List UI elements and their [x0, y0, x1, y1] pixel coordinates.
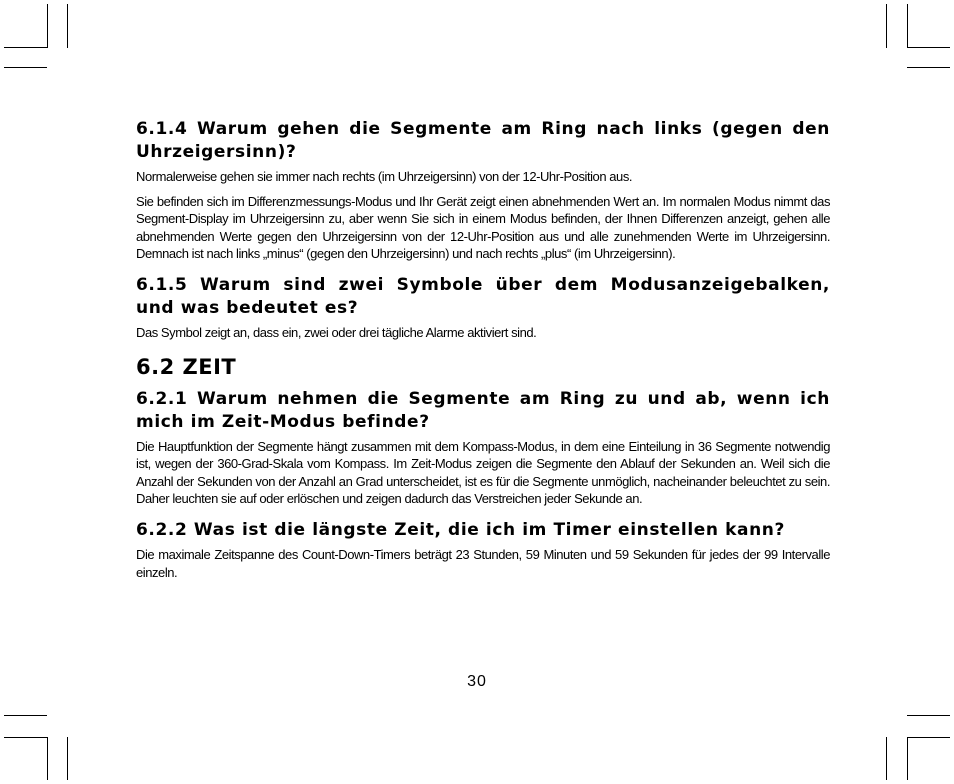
crop-mark [4, 47, 47, 48]
section-heading-6-1-5: 6.1.5 Warum sind zwei Symbole über dem Modusanzeigebalken, und was bedeutet es? [136, 274, 830, 318]
page-content [136, 118, 830, 588]
crop-mark [4, 67, 47, 68]
crop-mark [886, 4, 887, 48]
paragraph: Sie befinden sich im Differenzmessungs-Modus und Ihr Gerät zeigt einen abnehmenden Wert an. Im normalen Modus nimmt das Segment-Display im Uhrzeigersinn zu, aber wenn Sie sich in einem Modus befinden, der Ihnen Differenzen anzeigt, gehen alle abnehmenden Werte gegen den Uhrzeigersinn von der 12-Uhr-Position aus und alle zunehmenden Werte im Uhrzeigersinn. Demnach ist nach links „minus“ (gegen den Uhrzeigersinn) und nach rechts „plus“ (im Uhrzeigersinn). [136, 193, 830, 262]
paragraph: Normalerweise gehen sie immer nach rechts (im Uhrzeigersinn) von der 12-Uhr-Position aus. [136, 169, 633, 184]
paragraph: Die maximale Zeitspanne des Count-Down-Timers beträgt 23 Stunden, 59 Minuten und 59 Sekunden für jedes der 99 Intervalle einzeln. [136, 546, 830, 580]
crop-mark [907, 67, 950, 68]
chapter-title-6-2: 6.2 ZEIT [136, 354, 237, 379]
crop-mark [907, 4, 908, 48]
crop-mark [47, 737, 48, 780]
crop-mark [907, 47, 950, 48]
crop-mark [47, 4, 48, 48]
paragraph: Die Hauptfunktion der Segmente hängt zusammen mit dem Kompass-Modus, in dem eine Einteilung in 36 Segmente notwendig ist, wegen der 360-Grad-Skala vom Kompass. Im Zeit-Modus zeigen die Segmente den Ablauf der Sekunden an. Weil sich die Anzahl der Sekunden von der Anzahl an Grad unterscheidet, ist es für die Segmente unmöglich, nacheinander beleuchtet zu sein. Daher leuchten sie auf oder erlöschen und zeigen dadurch das Verstreichen jeder Sekunde an. [136, 438, 830, 507]
paragraph: Das Symbol zeigt an, dass ein, zwei oder drei tägliche Alarme aktiviert sind. [136, 324, 537, 340]
section-heading-6-1-4: 6.1.4 Warum gehen die Segmente am Ring nach links (gegen den Uhrzeigersinn)? [136, 119, 830, 162]
crop-mark [907, 737, 950, 738]
crop-mark [4, 715, 47, 716]
section-heading-6-2-2: 6.2.2 Was ist die längste Zeit, die ich im Timer einstellen kann? [136, 519, 785, 540]
crop-mark [67, 4, 68, 48]
crop-mark [907, 737, 908, 780]
crop-mark [67, 737, 68, 780]
page-number: 30 [467, 673, 487, 690]
section-heading-6-2-1: 6.2.1 Warum nehmen die Segmente am Ring zu und ab, wenn ich mich im Zeit-Modus befinde? [136, 388, 830, 432]
crop-mark [4, 737, 47, 738]
crop-mark [907, 715, 950, 716]
crop-mark [886, 737, 887, 780]
